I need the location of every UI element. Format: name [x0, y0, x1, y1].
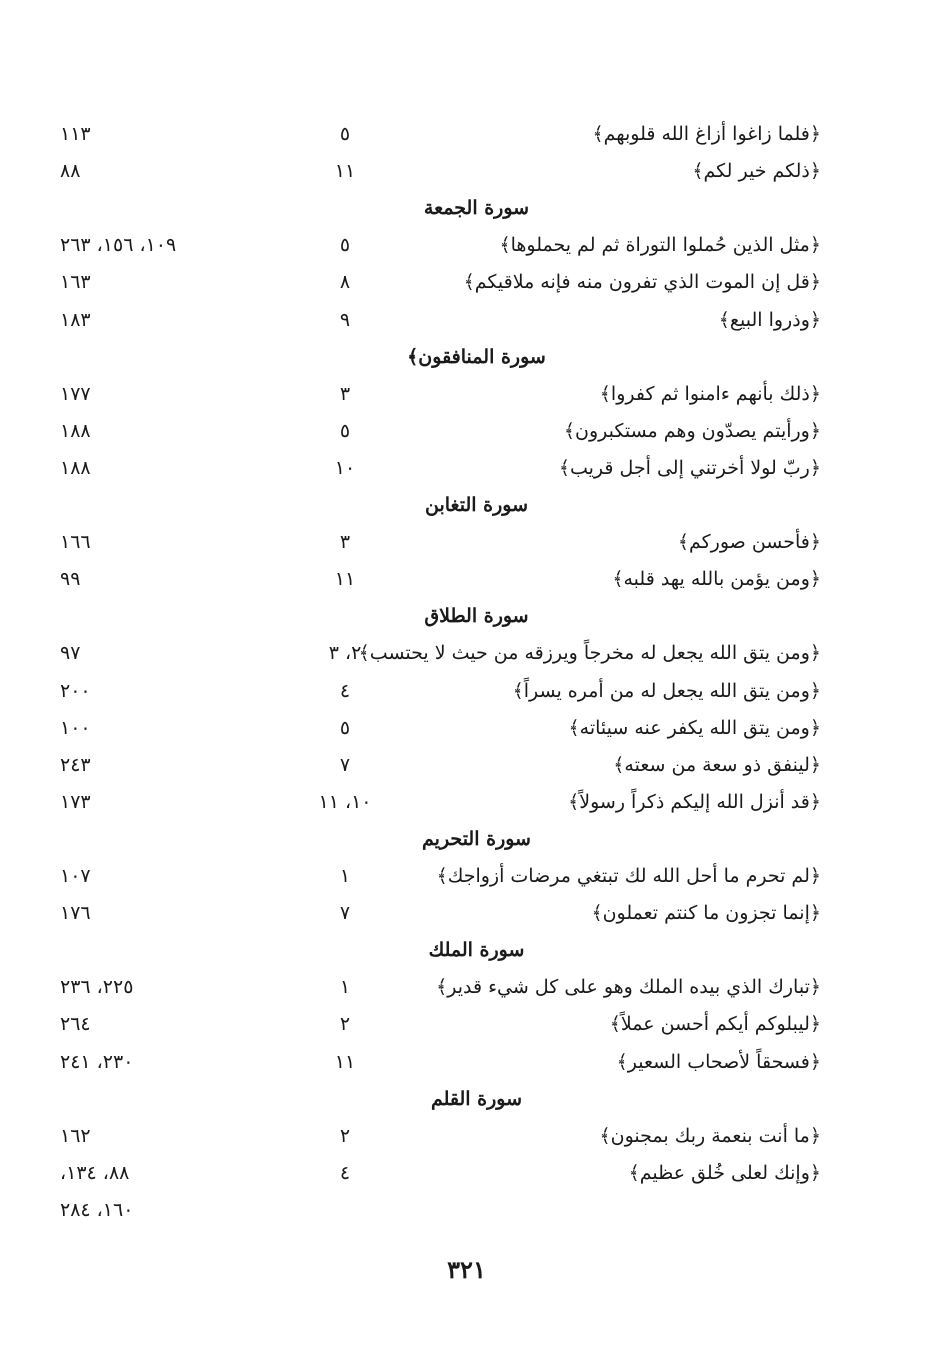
- page-references-text: ١٠٩، ١٥٦، ٢٦٣: [60, 234, 177, 256]
- page-references: [60, 302, 280, 339]
- page-references: [60, 413, 280, 450]
- page-references: [60, 1006, 280, 1043]
- surah-heading: [0, 339, 933, 376]
- ayah-number: ٧: [339, 902, 351, 924]
- verse-text: ﴿وذروا البيع﴾: [718, 309, 821, 331]
- index-row: [0, 116, 933, 153]
- index-row: [0, 376, 933, 413]
- verse-text: ﴿لم تحرم ما أحل الله لك تبتغي مرضات أزواجك﴾: [436, 865, 821, 887]
- surah-heading-text: سورة الجمعة: [423, 197, 530, 219]
- index-row: [0, 450, 933, 487]
- page-references-text: ٩٧: [60, 642, 81, 664]
- page-references: [60, 264, 280, 301]
- verse-text: ﴿ومن يتق الله يجعل له من أمره يسراً﴾: [512, 680, 821, 702]
- verse-text: ﴿ذلك بأنهم ءامنوا ثم كفروا﴾: [599, 383, 821, 405]
- index-row: [0, 895, 933, 932]
- ayah-number: ٢: [339, 1125, 351, 1147]
- page-references-text: ١٧٣: [60, 791, 91, 813]
- surah-heading-text: سورة القلم: [430, 1088, 523, 1110]
- index-row: [0, 1155, 933, 1192]
- page-references: [60, 153, 280, 190]
- page-references-text: ٢٢٥، ٢٣٦: [60, 976, 134, 998]
- ayah-number: ٧: [339, 754, 351, 776]
- ayah-number: ٢، ٣: [328, 642, 362, 664]
- surah-heading: [0, 190, 933, 227]
- page-references-text: ٩٩: [60, 568, 81, 590]
- page-references: [60, 969, 280, 1006]
- index-row: [0, 1192, 933, 1229]
- index-row: [0, 264, 933, 301]
- page-references: [60, 1044, 280, 1081]
- page-references: [60, 1155, 280, 1192]
- page-references: [60, 450, 280, 487]
- verse-text: ﴿ومن يتق الله يجعل له مخرجاً ويرزقه من حيث لا يحتسب﴾: [358, 642, 821, 664]
- page-references-text: ١٨٨: [60, 420, 91, 442]
- surah-heading: [0, 932, 933, 969]
- page-references: [60, 1192, 280, 1229]
- page-references-text: ٨٨، ١٣٤،: [60, 1162, 130, 1184]
- ayah-number: ١: [339, 976, 351, 998]
- page-references-text: ١٦٢: [60, 1125, 91, 1147]
- surah-heading-text: سورة التحريم: [422, 828, 531, 850]
- ayah-number: ١٠: [334, 457, 356, 479]
- ayah-number: ٥: [339, 123, 351, 145]
- verse-text: ﴿ما أنت بنعمة ربك بمجنون﴾: [599, 1125, 821, 1147]
- page-references: [60, 376, 280, 413]
- page-references: [60, 673, 280, 710]
- ayah-number: ٩: [339, 309, 351, 331]
- page-references-text: ١٦٣: [60, 271, 91, 293]
- surah-heading-text: سورة التغابن: [425, 494, 528, 516]
- page-number: ٣٢١: [447, 1255, 486, 1284]
- page-references: [60, 710, 280, 747]
- ayah-number: ١٠، ١١: [318, 791, 372, 813]
- ayah-number: ٤: [339, 680, 351, 702]
- index-row: [0, 747, 933, 784]
- index-row: [0, 673, 933, 710]
- ayah-number: ٥: [339, 717, 351, 739]
- index-row: [0, 635, 933, 672]
- page-references: [60, 227, 280, 264]
- verse-text: ﴿مثل الذين حُملوا التوراة ثم لم يحملوها﴾: [499, 234, 821, 256]
- verse-text: ﴿قل إن الموت الذي تفرون منه فإنه ملاقيكم﴾: [463, 271, 821, 293]
- page-references: [60, 895, 280, 932]
- index-row: [0, 969, 933, 1006]
- page-references-text: ١٧٦: [60, 902, 91, 924]
- page-references-text: ١١٣: [60, 123, 91, 145]
- index-row: [0, 153, 933, 190]
- surah-heading-text: سورة الملك: [428, 939, 525, 961]
- page-references: [60, 116, 280, 153]
- index-row: [0, 561, 933, 598]
- ayah-number: ٣: [339, 383, 351, 405]
- page-references-text: ١٨٣: [60, 309, 91, 331]
- page-references-text: ١٠٠: [60, 717, 91, 739]
- index-row: [0, 227, 933, 264]
- verse-text: ﴿ذلكم خير لكم﴾: [692, 160, 821, 182]
- ayah-number: ٥: [339, 234, 351, 256]
- page-references: [60, 784, 280, 821]
- verse-text: ﴿وإنك لعلى خُلق عظيم﴾: [628, 1162, 821, 1184]
- verse-text: ﴿ومن يتق الله يكفر عنه سيئاته﴾: [568, 717, 821, 739]
- page-references-text: ١٨٨: [60, 457, 91, 479]
- page-references-text: ١٦٠، ٢٨٤: [60, 1199, 134, 1221]
- ayah-number: ١: [339, 865, 351, 887]
- verse-text: ﴿فسحقاً لأصحاب السعير﴾: [616, 1051, 821, 1073]
- ayah-number: ٤: [339, 1162, 351, 1184]
- page-references-text: ١٧٧: [60, 383, 91, 405]
- page-references: [60, 858, 280, 895]
- index-row: [0, 524, 933, 561]
- page-references-text: ٢٠٠: [60, 680, 91, 702]
- index-row: [0, 1006, 933, 1043]
- verse-text: ﴿ومن يؤمن بالله يهد قلبه﴾: [612, 568, 821, 590]
- page-references-text: ١٠٧: [60, 865, 91, 887]
- page-references-text: ٢٦٤: [60, 1013, 91, 1035]
- verse-text: ﴿فأحسن صوركم﴾: [677, 531, 821, 553]
- surah-heading: [0, 821, 933, 858]
- ayah-number: ٣: [339, 531, 351, 553]
- surah-heading: [0, 598, 933, 635]
- page-references-text: ٨٨: [60, 160, 81, 182]
- page-references: [60, 524, 280, 561]
- index-row: [0, 1044, 933, 1081]
- page-references: [60, 747, 280, 784]
- index-row: [0, 784, 933, 821]
- verse-text: ﴿ورأيتم يصدّون وهم مستكبرون﴾: [563, 420, 821, 442]
- index-row: [0, 1118, 933, 1155]
- ayah-number: ٨: [339, 271, 351, 293]
- verse-text: ﴿ليبلوكم أيكم أحسن عملاً﴾: [609, 1013, 821, 1035]
- index-row: [0, 710, 933, 747]
- index-row: [0, 858, 933, 895]
- ayah-number: ١١: [334, 160, 356, 182]
- page-references: [60, 1118, 280, 1155]
- surah-heading-text: سورة الطلاق: [424, 605, 529, 627]
- verse-text: ﴿إنما تجزون ما كنتم تعملون﴾: [591, 902, 821, 924]
- verse-text: ﴿تبارك الذي بيده الملك وهو على كل شيء قدير﴾: [436, 976, 821, 998]
- ayah-number: ١١: [334, 568, 356, 590]
- ayah-number: ٢: [339, 1013, 351, 1035]
- index-row: [0, 302, 933, 339]
- ayah-number: [285, 1192, 405, 1229]
- surah-heading: [0, 487, 933, 524]
- index-row: [0, 413, 933, 450]
- verse-text: ﴿قد أنزل الله إليكم ذكراً رسولاً﴾: [568, 791, 821, 813]
- page-references-text: ٢٤٣: [60, 754, 91, 776]
- verse-text: ﴿لينفق ذو سعة من سعته﴾: [613, 754, 821, 776]
- surah-heading-text: سورة المنافقون﴾: [407, 346, 546, 368]
- surah-heading: [0, 1081, 933, 1118]
- page-references-text: ٢٣٠، ٢٤١: [60, 1051, 134, 1073]
- ayah-number: ١١: [334, 1051, 356, 1073]
- page-references: [60, 635, 280, 672]
- verse-text: ﴿فلما زاغوا أزاغ الله قلوبهم﴾: [592, 123, 821, 145]
- verse-text: [351, 1192, 821, 1229]
- page-references: [60, 561, 280, 598]
- page-references-text: ١٦٦: [60, 531, 91, 553]
- ayah-number: ٥: [339, 420, 351, 442]
- verse-text: ﴿ربّ لولا أخرتني إلى أجل قريب﴾: [558, 457, 821, 479]
